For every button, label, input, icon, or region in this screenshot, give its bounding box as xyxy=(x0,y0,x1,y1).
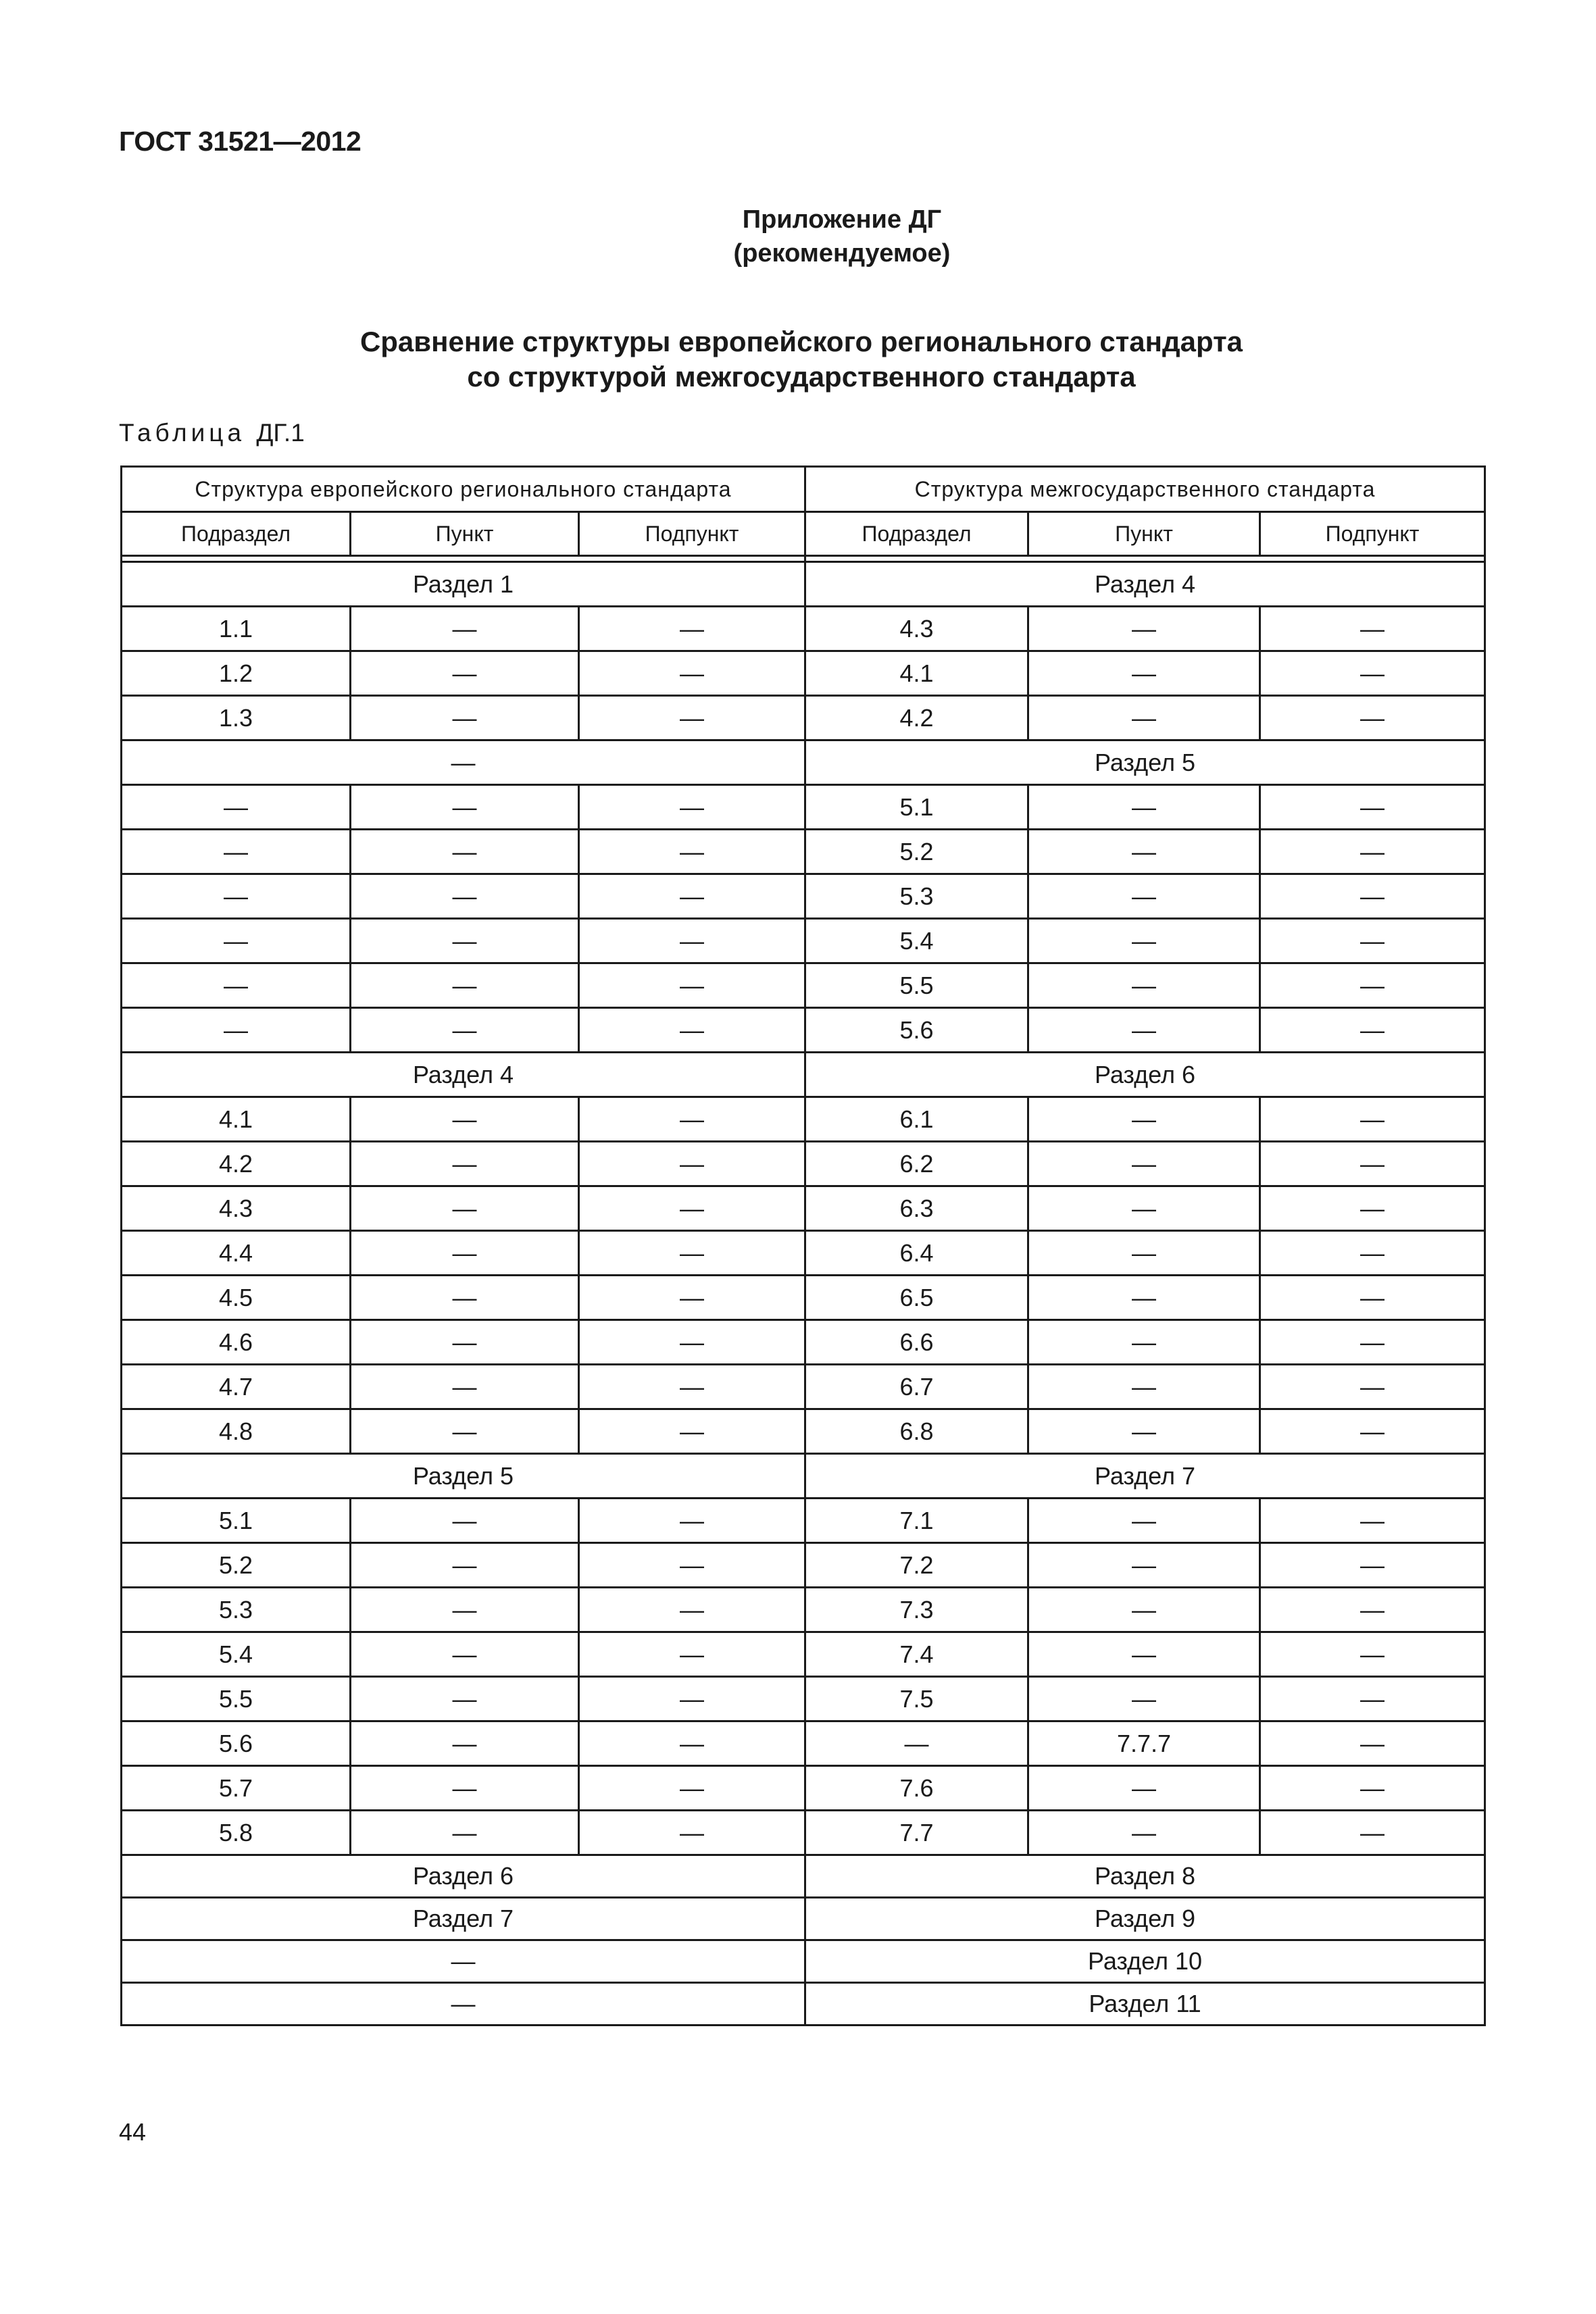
section-row xyxy=(122,1983,1485,2026)
table-row xyxy=(122,830,1485,874)
table-cell: — xyxy=(1028,785,1260,830)
table-cell: — xyxy=(351,607,579,651)
table-cell: — xyxy=(579,874,805,919)
table-cell: — xyxy=(1028,874,1260,919)
table-cell: — xyxy=(351,1186,579,1231)
comparison-table xyxy=(120,466,1486,2026)
table-cell: — xyxy=(579,1811,805,1855)
section-cell-left: Раздел 6 xyxy=(122,1855,805,1898)
document-code: ГОСТ 31521—2012 xyxy=(119,126,361,157)
table-cell: — xyxy=(1028,830,1260,874)
section-cell-left: — xyxy=(122,1940,805,1983)
table-cell: — xyxy=(1260,1677,1485,1721)
table-cell: — xyxy=(805,1721,1028,1766)
table-cell: — xyxy=(1028,1008,1260,1053)
table-cell: — xyxy=(351,1632,579,1677)
table-cell: — xyxy=(579,1677,805,1721)
table-row xyxy=(122,1499,1485,1543)
table-cell: 5.2 xyxy=(805,830,1028,874)
table-cell: — xyxy=(1028,1276,1260,1320)
table-cell: 4.5 xyxy=(122,1276,351,1320)
table-cell: — xyxy=(1028,1231,1260,1276)
section-cell-right: Раздел 10 xyxy=(805,1940,1485,1983)
table-cell: — xyxy=(1260,1499,1485,1543)
table-cell: — xyxy=(579,1097,805,1142)
table-cell: — xyxy=(579,1721,805,1766)
table-cell: 4.3 xyxy=(122,1186,351,1231)
table-row xyxy=(122,1365,1485,1409)
table-cell: — xyxy=(351,785,579,830)
table-cell: — xyxy=(351,919,579,963)
table-cell: — xyxy=(1260,874,1485,919)
header-separator xyxy=(122,556,1485,562)
title-line-1: Сравнение структуры европейского регионального стандарта xyxy=(359,326,1243,357)
table-cell: — xyxy=(1260,1142,1485,1186)
table-row xyxy=(122,1588,1485,1632)
table-row xyxy=(122,919,1485,963)
table-cell: — xyxy=(351,1231,579,1276)
table-cell: — xyxy=(1260,1186,1485,1231)
table-cell: — xyxy=(579,785,805,830)
table-cell: — xyxy=(1028,1766,1260,1811)
table-cell: — xyxy=(1028,1632,1260,1677)
table-cell: 5.2 xyxy=(122,1543,351,1588)
table-row xyxy=(122,696,1485,740)
table-cell: — xyxy=(1028,1142,1260,1186)
table-row xyxy=(122,1231,1485,1276)
table-cell: 7.4 xyxy=(805,1632,1028,1677)
table-cell: — xyxy=(351,963,579,1008)
section-cell-right: Раздел 7 xyxy=(805,1454,1485,1499)
table-cell: — xyxy=(1260,607,1485,651)
table-cell: 1.2 xyxy=(122,651,351,696)
table-cell: 6.8 xyxy=(805,1409,1028,1454)
table-row xyxy=(122,1142,1485,1186)
table-cell: — xyxy=(122,1008,351,1053)
table-cell: — xyxy=(1028,1811,1260,1855)
table-cell: — xyxy=(351,1365,579,1409)
table-cell: 5.5 xyxy=(122,1677,351,1721)
table-row xyxy=(122,1721,1485,1766)
table-cell: 1.3 xyxy=(122,696,351,740)
subheader-cell: Пункт xyxy=(1028,512,1260,556)
section-row xyxy=(122,1940,1485,1983)
table-cell: 5.4 xyxy=(122,1632,351,1677)
table-cell: — xyxy=(579,1186,805,1231)
table-cell: — xyxy=(351,1276,579,1320)
table-row xyxy=(122,785,1485,830)
table-row xyxy=(122,1632,1485,1677)
section-cell-left: Раздел 7 xyxy=(122,1898,805,1940)
section-row xyxy=(122,1855,1485,1898)
table-row xyxy=(122,1276,1485,1320)
table-row xyxy=(122,1543,1485,1588)
table-cell: — xyxy=(1260,1320,1485,1365)
table-cell: 5.6 xyxy=(122,1721,351,1766)
table-cell: — xyxy=(1028,1186,1260,1231)
section-cell-right: Раздел 5 xyxy=(805,740,1485,785)
table-cell: — xyxy=(351,696,579,740)
table-cell: — xyxy=(1028,651,1260,696)
table-cell: 7.3 xyxy=(805,1588,1028,1632)
table-cell: — xyxy=(1028,1409,1260,1454)
table-cell: 5.8 xyxy=(122,1811,351,1855)
table-cell: — xyxy=(579,651,805,696)
table-cell: 5.4 xyxy=(805,919,1028,963)
table-label-number: ДГ.1 xyxy=(256,419,305,447)
table-cell: — xyxy=(1260,830,1485,874)
table-cell: — xyxy=(122,830,351,874)
subheader-cell: Пункт xyxy=(351,512,579,556)
table-cell: — xyxy=(351,1811,579,1855)
table-label-word: Таблица xyxy=(119,419,246,447)
table-cell: 4.7 xyxy=(122,1365,351,1409)
section-cell-left: — xyxy=(122,1983,805,2026)
table-cell: — xyxy=(579,1142,805,1186)
table-cell: — xyxy=(579,1365,805,1409)
table-cell: — xyxy=(1028,1320,1260,1365)
table-subheader-row xyxy=(122,512,1485,556)
table-cell: 5.7 xyxy=(122,1766,351,1811)
table-cell: 5.3 xyxy=(122,1588,351,1632)
table-cell: — xyxy=(351,1721,579,1766)
section-cell-right: Раздел 4 xyxy=(805,562,1485,607)
table-cell: 5.5 xyxy=(805,963,1028,1008)
table-cell: — xyxy=(351,1543,579,1588)
table-cell: 7.7.7 xyxy=(1028,1721,1260,1766)
subheader-cell: Подпункт xyxy=(1260,512,1485,556)
table-cell: — xyxy=(1260,1097,1485,1142)
table-row xyxy=(122,1677,1485,1721)
table-cell: 5.6 xyxy=(805,1008,1028,1053)
table-cell: — xyxy=(122,874,351,919)
table-cell: — xyxy=(579,696,805,740)
table-cell: — xyxy=(1028,1588,1260,1632)
table-cell: — xyxy=(1260,1231,1485,1276)
table-cell: 4.1 xyxy=(805,651,1028,696)
appendix-kind: (рекомендуемое) xyxy=(733,239,951,268)
table-cell: — xyxy=(1260,1008,1485,1053)
table-cell: 7.2 xyxy=(805,1543,1028,1588)
table-cell: — xyxy=(579,607,805,651)
table-cell: — xyxy=(579,1409,805,1454)
table-cell: 4.2 xyxy=(805,696,1028,740)
table-cell: — xyxy=(122,963,351,1008)
table-cell: — xyxy=(579,1008,805,1053)
table-cell: 4.8 xyxy=(122,1409,351,1454)
table-cell: — xyxy=(579,1543,805,1588)
table-label xyxy=(119,419,305,447)
table-row xyxy=(122,1409,1485,1454)
section-row xyxy=(122,740,1485,785)
table-cell: — xyxy=(351,1008,579,1053)
section-cell-right: Раздел 8 xyxy=(805,1855,1485,1898)
subheader-cell: Подраздел xyxy=(805,512,1028,556)
table-cell: — xyxy=(1028,1677,1260,1721)
section-cell-right: Раздел 6 xyxy=(805,1053,1485,1097)
page-number: 44 xyxy=(119,2118,147,2146)
table-cell: — xyxy=(1260,1811,1485,1855)
table-cell: — xyxy=(579,1276,805,1320)
table-row xyxy=(122,1766,1485,1811)
table-row xyxy=(122,607,1485,651)
table-cell: 6.5 xyxy=(805,1276,1028,1320)
group-header-interstate: Структура межгосударственного стандарта xyxy=(805,467,1485,512)
section-row xyxy=(122,1053,1485,1097)
table-cell: 4.6 xyxy=(122,1320,351,1365)
table-cell: — xyxy=(1260,1409,1485,1454)
table-group-header-row xyxy=(122,467,1485,512)
section-row xyxy=(122,562,1485,607)
table-cell: 4.2 xyxy=(122,1142,351,1186)
table-cell: — xyxy=(1028,1365,1260,1409)
table-cell: — xyxy=(1028,1097,1260,1142)
table-cell: — xyxy=(1260,1766,1485,1811)
table-cell: — xyxy=(1028,1499,1260,1543)
table-cell: — xyxy=(351,1677,579,1721)
table-cell: — xyxy=(579,963,805,1008)
table-row xyxy=(122,1097,1485,1142)
table-cell: — xyxy=(579,1320,805,1365)
table-cell: — xyxy=(1260,919,1485,963)
table-cell: — xyxy=(1260,1276,1485,1320)
section-row xyxy=(122,1454,1485,1499)
table-cell: — xyxy=(351,830,579,874)
table-cell: 5.1 xyxy=(122,1499,351,1543)
table-cell: — xyxy=(579,919,805,963)
table-cell: — xyxy=(351,1142,579,1186)
table-cell: 4.1 xyxy=(122,1097,351,1142)
table-row xyxy=(122,874,1485,919)
table-cell: — xyxy=(1028,607,1260,651)
appendix-title: Приложение ДГ xyxy=(742,205,942,234)
table-cell: 5.1 xyxy=(805,785,1028,830)
section-row xyxy=(122,1898,1485,1940)
table-cell: 4.3 xyxy=(805,607,1028,651)
table-cell: 6.4 xyxy=(805,1231,1028,1276)
table-cell: — xyxy=(351,1320,579,1365)
table-cell: — xyxy=(579,1766,805,1811)
table-cell: — xyxy=(1260,1632,1485,1677)
table-cell: — xyxy=(579,830,805,874)
table-cell: — xyxy=(351,1409,579,1454)
table-cell: — xyxy=(351,1097,579,1142)
table-cell: — xyxy=(351,1499,579,1543)
table-cell: — xyxy=(579,1632,805,1677)
table-cell: 6.6 xyxy=(805,1320,1028,1365)
section-cell-right: Раздел 11 xyxy=(805,1983,1485,2026)
table-cell: 6.7 xyxy=(805,1365,1028,1409)
section-cell-left: Раздел 5 xyxy=(122,1454,805,1499)
table-cell: 7.6 xyxy=(805,1766,1028,1811)
table-row xyxy=(122,651,1485,696)
document-title xyxy=(0,324,1596,395)
table-cell: — xyxy=(122,785,351,830)
table-cell: 6.2 xyxy=(805,1142,1028,1186)
table-cell: — xyxy=(1260,785,1485,830)
table-cell: — xyxy=(1028,696,1260,740)
table-cell: — xyxy=(1260,1721,1485,1766)
section-cell-left: Раздел 4 xyxy=(122,1053,805,1097)
section-cell-right: Раздел 9 xyxy=(805,1898,1485,1940)
subheader-cell: Подпункт xyxy=(579,512,805,556)
table-cell: 7.1 xyxy=(805,1499,1028,1543)
table-cell: — xyxy=(1260,696,1485,740)
table-cell: — xyxy=(1028,1543,1260,1588)
table-cell: — xyxy=(1028,919,1260,963)
section-cell-left: — xyxy=(122,740,805,785)
table-cell: — xyxy=(1260,1543,1485,1588)
title-line-2: со структурой межгосударственного стандарта xyxy=(467,361,1136,393)
table-cell: — xyxy=(1260,963,1485,1008)
table-cell: 6.3 xyxy=(805,1186,1028,1231)
table-cell: 6.1 xyxy=(805,1097,1028,1142)
table-cell: — xyxy=(579,1231,805,1276)
table-cell: 7.7 xyxy=(805,1811,1028,1855)
appendix-heading xyxy=(0,203,1596,270)
separator-cell xyxy=(805,556,1485,562)
table-cell: — xyxy=(1260,651,1485,696)
table-cell: — xyxy=(1028,963,1260,1008)
separator-cell xyxy=(122,556,805,562)
table-cell: — xyxy=(1260,1365,1485,1409)
table-row xyxy=(122,1186,1485,1231)
table-cell: — xyxy=(1260,1588,1485,1632)
table-cell: — xyxy=(351,1766,579,1811)
table-cell: — xyxy=(579,1499,805,1543)
table-row xyxy=(122,963,1485,1008)
table-cell: — xyxy=(351,874,579,919)
section-cell-left: Раздел 1 xyxy=(122,562,805,607)
table-cell: — xyxy=(579,1588,805,1632)
table-row xyxy=(122,1008,1485,1053)
table-cell: 5.3 xyxy=(805,874,1028,919)
table-row xyxy=(122,1811,1485,1855)
table-row xyxy=(122,1320,1485,1365)
table-cell: 4.4 xyxy=(122,1231,351,1276)
table-cell: — xyxy=(351,651,579,696)
table-cell: — xyxy=(351,1588,579,1632)
table-cell: 7.5 xyxy=(805,1677,1028,1721)
group-header-european: Структура европейского регионального стандарта xyxy=(122,467,805,512)
table-cell: 1.1 xyxy=(122,607,351,651)
subheader-cell: Подраздел xyxy=(122,512,351,556)
table-cell: — xyxy=(122,919,351,963)
